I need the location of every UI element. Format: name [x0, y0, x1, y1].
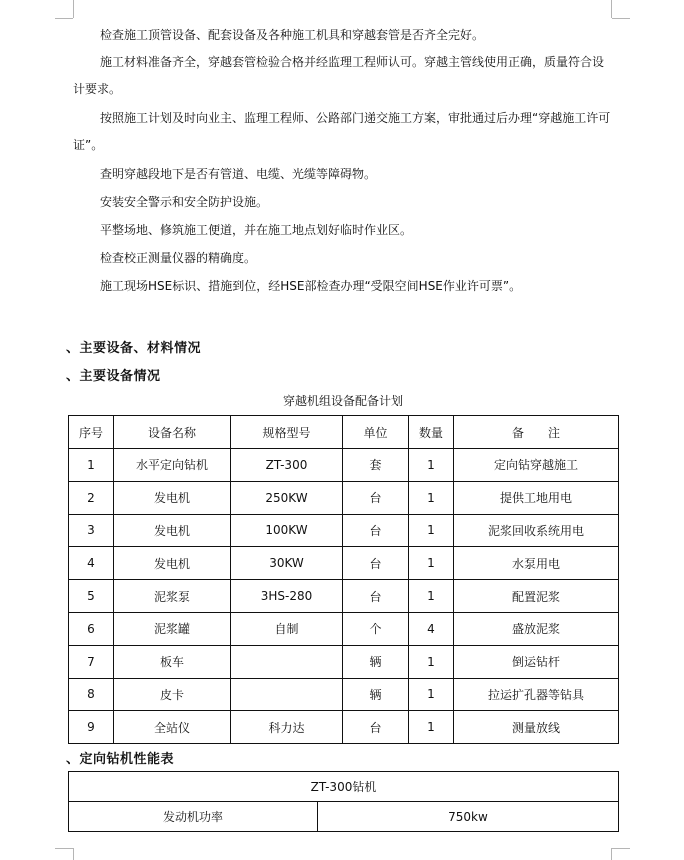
cell-serial: 4 [69, 547, 114, 580]
header-remarks: 备 注 [454, 416, 619, 449]
paragraph-hse-permit: 施工现场HSE标识、措施到位，经HSE部检查办理“受限空间HSE作业许可票”。 [100, 279, 522, 293]
crop-mark-bottom-right-h [612, 848, 630, 849]
equipment-table [68, 415, 619, 744]
cell-equipment-name: 发电机 [114, 481, 231, 514]
cell-model [231, 645, 343, 678]
cell-remarks: 盛放泥浆 [454, 612, 619, 645]
cell-serial: 3 [69, 514, 114, 547]
cell-model [231, 678, 343, 711]
cell-quantity: 1 [409, 547, 454, 580]
cell-unit: 台 [343, 481, 409, 514]
cell-quantity: 1 [409, 678, 454, 711]
table-row [69, 711, 619, 744]
table-row [69, 481, 619, 514]
cell-equipment-name: 发电机 [114, 547, 231, 580]
header-equipment-name: 设备名称 [114, 416, 231, 449]
paragraph-site-leveling: 平整场地、修筑施工便道，并在施工地点划好临时作业区。 [100, 223, 413, 237]
crop-mark-top-right-v [611, 0, 612, 18]
cell-unit: 辆 [343, 678, 409, 711]
cell-equipment-name: 皮卡 [114, 678, 231, 711]
cell-serial: 1 [69, 449, 114, 482]
cell-serial: 6 [69, 612, 114, 645]
table-row [69, 645, 619, 678]
cell-model: ZT-300 [231, 449, 343, 482]
cell-model: 250KW [231, 481, 343, 514]
cell-remarks: 水泵用电 [454, 547, 619, 580]
cell-quantity: 1 [409, 711, 454, 744]
paragraph-equipment-check: 检查施工顶管设备、配套设备及各种施工机具和穿越套管是否齐全完好。 [100, 28, 485, 42]
heading-equipment: 、主要设备情况 [66, 369, 161, 384]
cell-parameter-name: 发动机功率 [69, 802, 318, 832]
cell-model: 3HS-280 [231, 580, 343, 613]
cell-equipment-name: 泥浆罐 [114, 612, 231, 645]
cell-remarks: 倒运钻杆 [454, 645, 619, 678]
drill-performance-table [68, 771, 619, 832]
cell-equipment-name: 发电机 [114, 514, 231, 547]
cell-remarks: 配置泥浆 [454, 580, 619, 613]
cell-model: 30KW [231, 547, 343, 580]
cell-quantity: 1 [409, 481, 454, 514]
table-row [69, 678, 619, 711]
cell-unit: 台 [343, 514, 409, 547]
paragraph-underground-obstacles: 查明穿越段地下是否有管道、电缆、光缆等障碍物。 [100, 167, 377, 181]
header-quantity: 数量 [409, 416, 454, 449]
cell-equipment-name: 全站仪 [114, 711, 231, 744]
heading-drill-performance: 、定向钻机性能表 [66, 752, 175, 767]
crop-mark-top-left-h [55, 18, 73, 19]
cell-serial: 5 [69, 580, 114, 613]
cell-equipment-name: 泥浆泵 [114, 580, 231, 613]
cell-remarks: 定向钻穿越施工 [454, 449, 619, 482]
cell-model: 自制 [231, 612, 343, 645]
cell-parameter-value: 750kw [318, 802, 619, 832]
paragraph-instrument-calibration: 检查校正测量仪器的精确度。 [100, 251, 257, 265]
cell-unit: 台 [343, 547, 409, 580]
crop-mark-bottom-right-v [611, 848, 612, 860]
header-model: 规格型号 [231, 416, 343, 449]
cell-equipment-name: 水平定向钻机 [114, 449, 231, 482]
cell-serial: 7 [69, 645, 114, 678]
crop-mark-bottom-left-v [73, 848, 74, 860]
cell-unit: 套 [343, 449, 409, 482]
cell-remarks: 泥浆回收系统用电 [454, 514, 619, 547]
cell-remarks: 测量放线 [454, 711, 619, 744]
paragraph-safety-signs: 安装安全警示和安全防护设施。 [100, 195, 269, 209]
table-row [69, 547, 619, 580]
table-row [69, 580, 619, 613]
cell-unit: 台 [343, 711, 409, 744]
crop-mark-top-right-h [612, 18, 630, 19]
table-row [69, 612, 619, 645]
table-row [69, 449, 619, 482]
cell-unit: 台 [343, 580, 409, 613]
cell-equipment-name: 板车 [114, 645, 231, 678]
drill-model-title: ZT-300钻机 [69, 772, 619, 802]
cell-remarks: 提供工地用电 [454, 481, 619, 514]
cell-unit: 辆 [343, 645, 409, 678]
cell-quantity: 1 [409, 449, 454, 482]
heading-equipment-materials: 、主要设备、材料情况 [66, 341, 202, 356]
cell-remarks: 拉运扩孔器等钻具 [454, 678, 619, 711]
paragraph-construction-permit: 按照施工计划及时向业主、监理工程师、公路部门递交施工方案，审批通过后办理“穿越施工许可证”。 [73, 111, 611, 152]
cell-serial: 8 [69, 678, 114, 711]
cell-quantity: 1 [409, 580, 454, 613]
cell-serial: 2 [69, 481, 114, 514]
cell-unit: 个 [343, 612, 409, 645]
table-row [69, 802, 619, 832]
crop-mark-bottom-left-h [55, 848, 73, 849]
cell-model: 100KW [231, 514, 343, 547]
header-unit: 单位 [343, 416, 409, 449]
equipment-table-header-row [69, 416, 619, 449]
cell-quantity: 4 [409, 612, 454, 645]
header-serial: 序号 [69, 416, 114, 449]
cell-serial: 9 [69, 711, 114, 744]
cell-quantity: 1 [409, 514, 454, 547]
crop-mark-top-left-v [73, 0, 74, 18]
cell-model: 科力达 [231, 711, 343, 744]
paragraph-materials-ready: 施工材料准备齐全，穿越套管检验合格并经监理工程师认可。穿越主管线使用正确，质量符合设计要求。 [73, 55, 605, 96]
table-row [69, 514, 619, 547]
table-row [69, 772, 619, 802]
cell-quantity: 1 [409, 645, 454, 678]
equipment-table-caption: 穿越机组设备配备计划 [282, 394, 403, 408]
